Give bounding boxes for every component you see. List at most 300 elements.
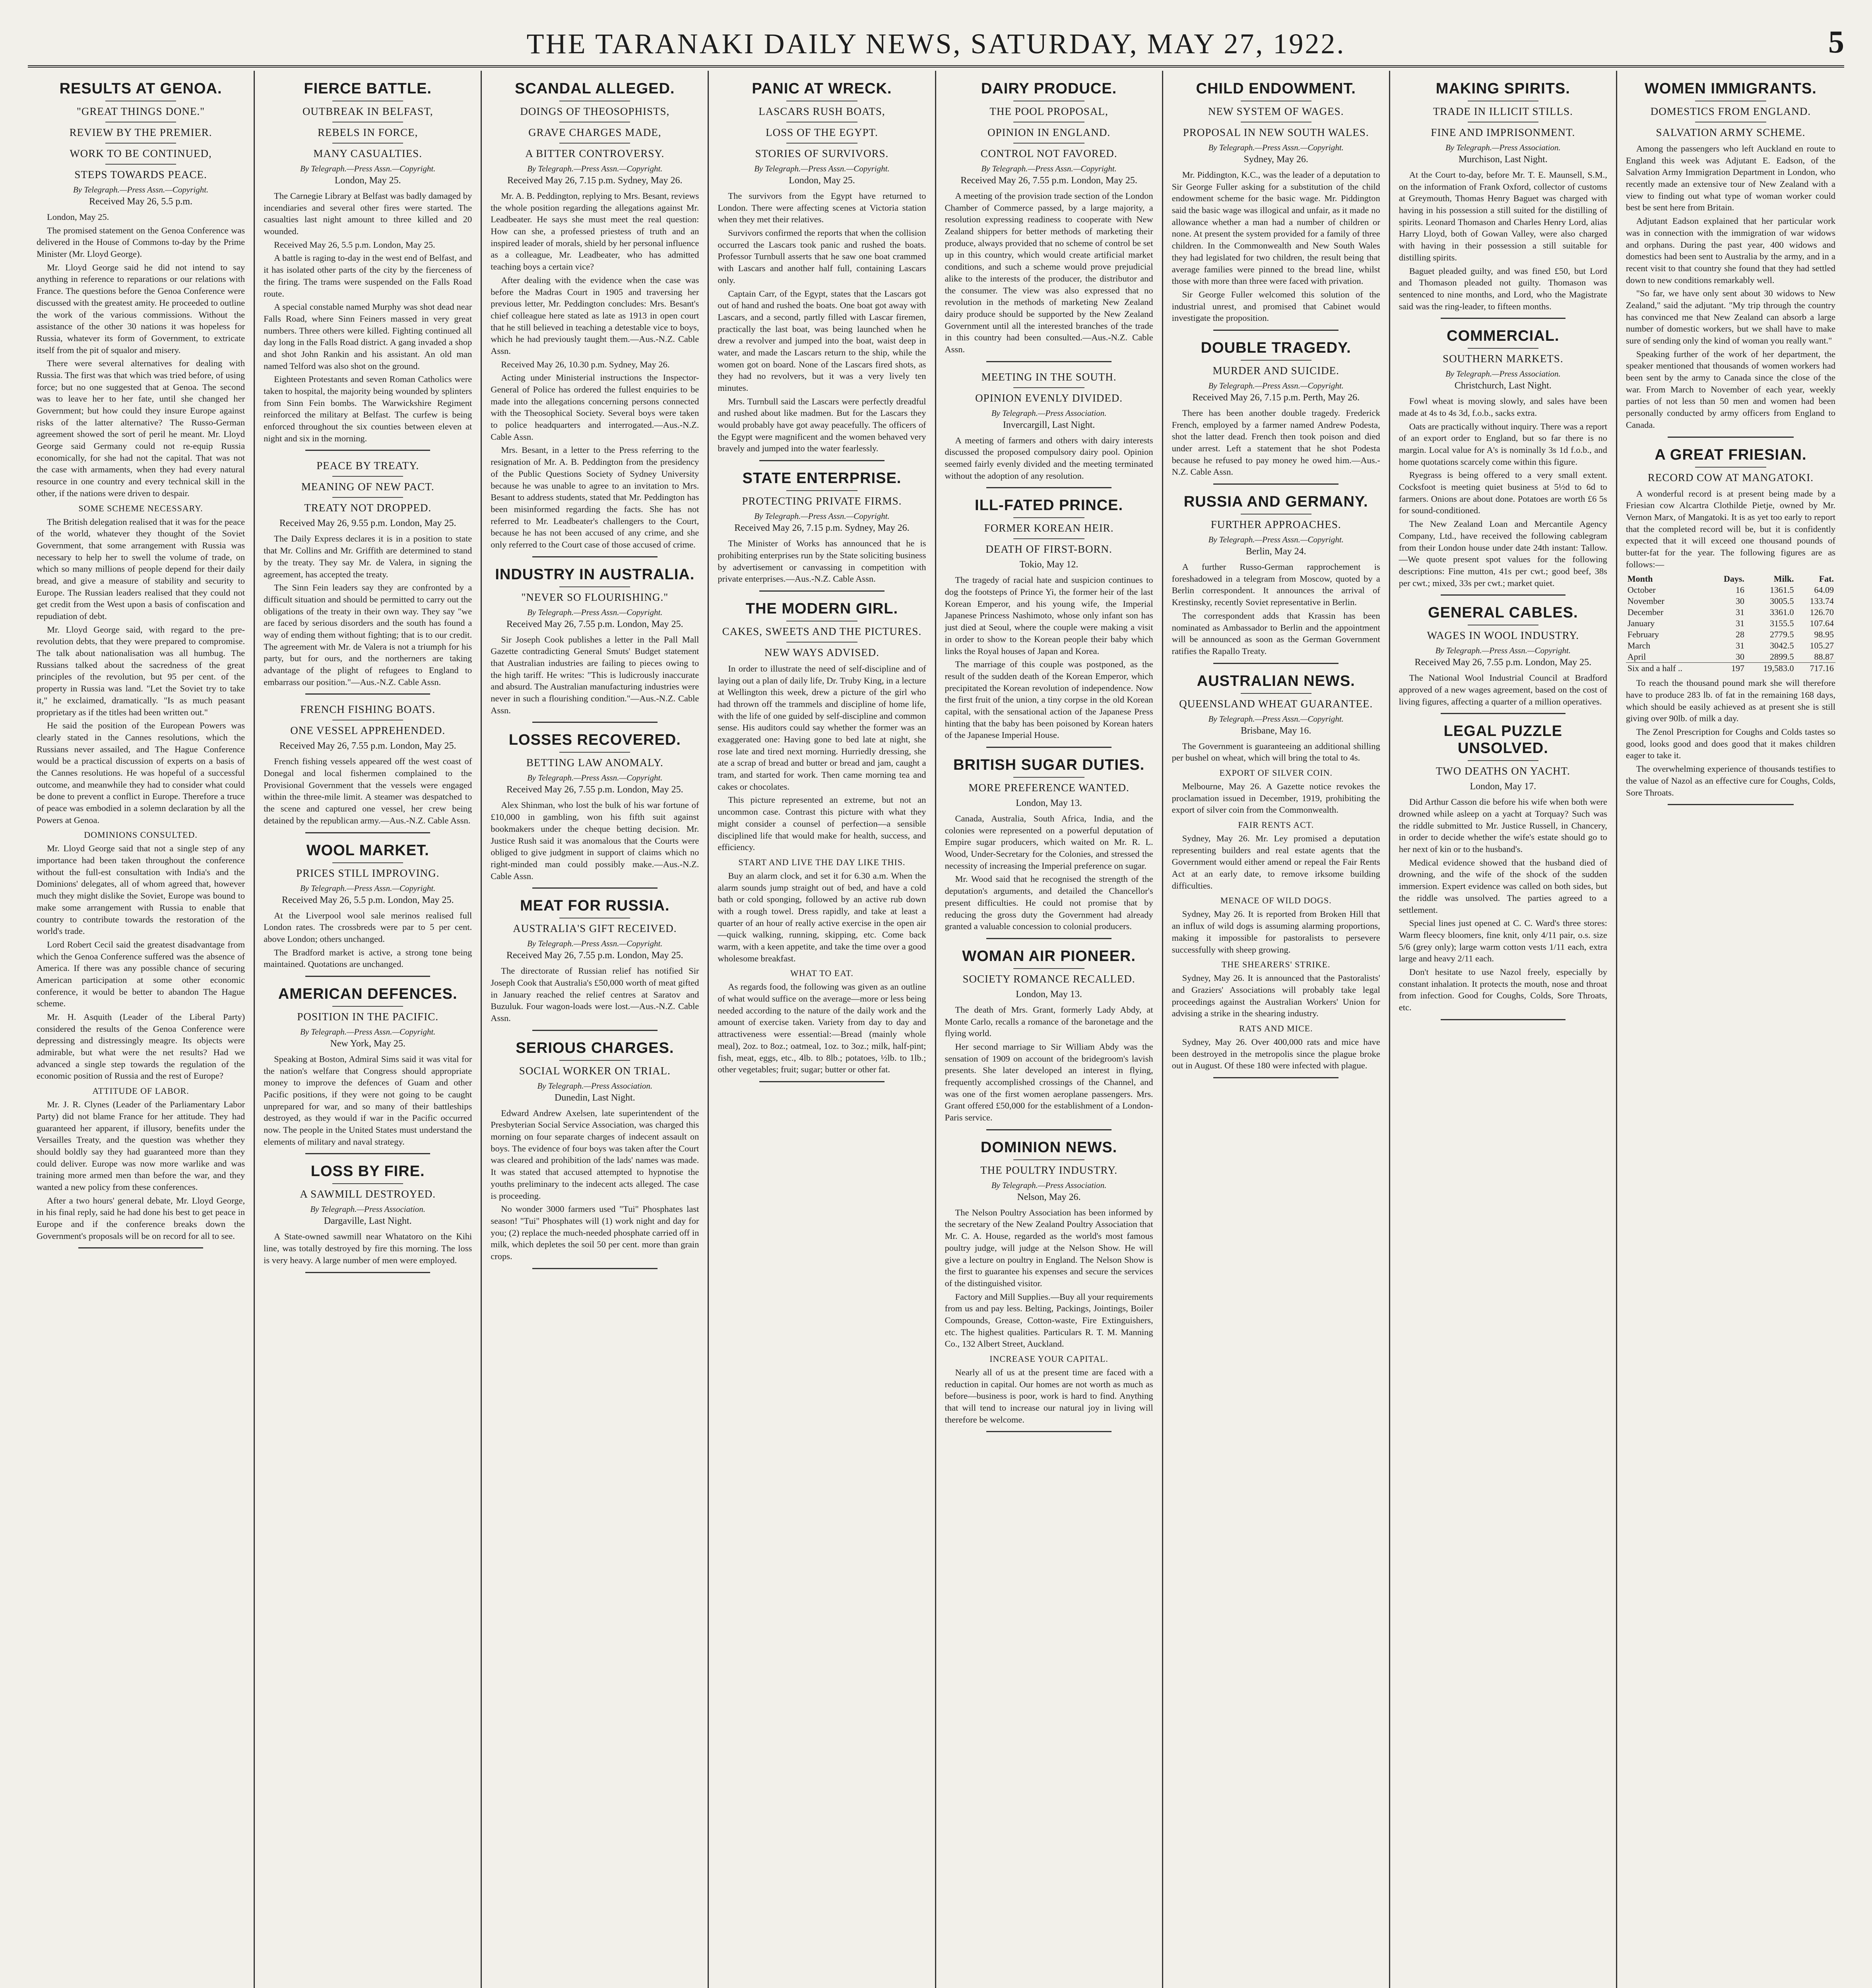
story-paragraph: Special lines just opened at C. C. Ward's three stores: Warm fleecy bloomers, fine knit, only 4/11 pair, o.s. size 5/6 (grey only); large warm cotton vests 1/11 each, extra large and heavy 2/11 each. bbox=[1399, 918, 1607, 964]
story-subheading: A BITTER CONTROVERSY. bbox=[525, 148, 665, 159]
story-end-rule bbox=[532, 1030, 657, 1031]
story-subheading: PROPOSAL IN NEW SOUTH WALES. bbox=[1183, 126, 1369, 138]
story-paragraph: A meeting of the provision trade section of the London Chamber of Commerce passed, by a large majority, a resolution expressing readiness to cooperate with New Zealand shippers for better methods of marketing their produce, always provided that no scheme of control be set up in this country, which would create artificial market conditions, and such a scheme would prove prejudicial alike to the interests of the producer, the distributor and the consumer. The view was also expressed that no revolution in the methods of marketing New Zealand dairy produce should be supported by the New Zealand Government until all the interested branches of the trade in this country had been consulted.—Aus.-N.Z. Cable Assn. bbox=[945, 191, 1153, 354]
story bbox=[945, 371, 1153, 489]
story-end-rule bbox=[1441, 594, 1565, 596]
story-subheading: MEANING OF NEW PACT. bbox=[301, 481, 435, 493]
story-subheading: REVIEW BY THE PREMIER. bbox=[69, 126, 212, 138]
table-row bbox=[1626, 584, 1835, 596]
story bbox=[718, 80, 926, 461]
story-received: Berlin, May 24. bbox=[1245, 546, 1306, 557]
story bbox=[264, 460, 472, 695]
story-end-rule bbox=[1213, 1077, 1338, 1078]
story-subheading: "NEVER SO FLOURISHING." bbox=[521, 591, 669, 603]
headline-rule bbox=[332, 1183, 403, 1184]
story-credit: By Telegraph.—Press Association. bbox=[1445, 369, 1561, 379]
table-cell: Six and a half .. bbox=[1626, 663, 1711, 674]
story-paragraph: Nearly all of us at the present time are faced with a reduction in capital. Our homes are not worth as much as before—business is poor, work is hard to find. Anything that will tend to increase our natural joy in living will therefore be welcome. bbox=[945, 1367, 1153, 1425]
headline-rule bbox=[332, 143, 403, 144]
story-paragraph: The tragedy of racial hate and suspicion continues to dog the footsteps of Prince Yi, the former heir of the last Korean Emperor, and his young wife, the Imperial Japanese Princess Nashimoto, whose only infant son has just died at Seoul, where the couple were making a visit in order to show to the Korean people their baby which links the Royal houses of Japan and Korea. bbox=[945, 575, 1153, 656]
story-paragraph: Speaking at Boston, Admiral Sims said it was vital for the nation's welfare that Congress should appropriate money to improve the defences of Guam and other Pacific positions, if they were not going to be caught unprepared for war, and so many of their battleships destroyed, as they would if war in the Pacific occurred now. The people in the United States must understand the elements of military and naval strategy. bbox=[264, 1054, 472, 1147]
story-credit: By Telegraph.—Press Assn.—Copyright. bbox=[300, 1027, 436, 1037]
column-2 bbox=[255, 71, 482, 1988]
story bbox=[491, 1040, 699, 1269]
story-paragraph: Eighteen Protestants and seven Roman Catholics were taken to hospital, the majority being wounded by splinters from Sinn Fein bombs. The Warwickshire Regiment reinforced the military at Belfast. The curfew is being enforced throughout the six counties between eleven at night and six in the morning. bbox=[264, 374, 472, 443]
headline-rule bbox=[1695, 467, 1766, 468]
story-received: Received May 26, 7.15 p.m. Sydney, May 26. bbox=[507, 175, 683, 186]
story-credit: By Telegraph.—Press Assn.—Copyright. bbox=[300, 164, 436, 173]
story-received: London, May 17. bbox=[1470, 781, 1536, 792]
story-paragraph: Received May 26, 10.30 p.m. Sydney, May 26. bbox=[501, 359, 670, 369]
story-paragraph: Edward Andrew Axelsen, late superintendent of the Presbyterian Social Service Association, was charged this morning on four separate charges of indecent assault on boys. The evidence of four boys was taken after the Court was cleared and prohibition of the lads' names was made. It was stated that accused attempted to hypnotise the youths preliminary to the indecent acts alleged. The case is proceeding. bbox=[491, 1108, 699, 1201]
table-header-row bbox=[1626, 573, 1835, 584]
story-paragraph: Mr. A. B. Peddington, replying to Mrs. Besant, reviews the whole position regarding the allegations against Mr. Leadbeater. He says she must meet the real question: How can she, a professed priestess of truth and an inspired leader of morals, shield by her personal influence as a colleague, Mr. Leadbeater, who has admitted teaching boys a certain vice? bbox=[491, 191, 699, 272]
table-cell: October bbox=[1627, 585, 1656, 595]
story-headline: STATE ENTERPRISE. bbox=[742, 470, 902, 487]
headline-rule bbox=[1013, 777, 1084, 778]
story-paragraph: Survivors confirmed the reports that when the collision occurred the Lascars took panic and rushed the boats. Professor Turnbull asserts that he saw one boat crammed with Lascars and another half full, containing Lascars only. bbox=[718, 228, 926, 285]
story-paragraph: The Bradford market is active, a strong tone being maintained. Quotations are unchanged. bbox=[264, 947, 472, 969]
story-credit: By Telegraph.—Press Assn.—Copyright. bbox=[754, 164, 890, 173]
story-credit: By Telegraph.—Press Assn.—Copyright. bbox=[527, 939, 663, 949]
story-credit: By Telegraph.—Press Assn.—Copyright. bbox=[981, 164, 1117, 173]
headline-rule bbox=[332, 497, 403, 498]
story-paragraph: This picture represented an extreme, but not an uncommon case. Contrast this picture with what they might consider a counsel of perfection—a sensible disciplined life that would make for health, success, and efficiency. bbox=[718, 795, 926, 852]
story bbox=[491, 80, 699, 557]
story-paragraph: At the Liverpool wool sale merinos realised full London rates. The crossbreds were par to 5 per cent. above London; others unchanged. bbox=[264, 910, 472, 944]
story-credit: By Telegraph.—Press Assn.—Copyright. bbox=[1208, 381, 1344, 390]
story-paragraph: Acting under Ministerial instructions the Inspector-General of Police has ordered the fullest enquiries to be made into the allegations concerning persons connected with the Theosophical Society. Several boys were taken to police headquarters and interrogated.—Aus.-N.Z. Cable Assn. bbox=[491, 373, 699, 442]
headline-rule bbox=[559, 752, 630, 753]
table-cell: 31 bbox=[1735, 618, 1744, 629]
story-subheading: CONTROL NOT FAVORED. bbox=[980, 148, 1117, 159]
story-received: Murchison, Last Night. bbox=[1458, 154, 1548, 165]
table-cell: 31 bbox=[1735, 641, 1744, 651]
story-paragraph: Lord Robert Cecil said the greatest disadvantage from which the Genoa Conference suffered was the absence of America. If there was any possible chance of securing American participation at some other economic conference, it would be better to abandon The Hague scheme. bbox=[37, 939, 245, 1009]
section-heading: RATS AND MICE. bbox=[1239, 1023, 1313, 1033]
table-cell: 30 bbox=[1735, 652, 1744, 662]
story-paragraph: The overwhelming experience of thousands testifies to the value of Nazol as an effective cure for Coughs, Colds, Sore Throats. bbox=[1626, 764, 1835, 798]
story-credit: By Telegraph.—Press Assn.—Copyright. bbox=[527, 773, 663, 783]
story-paragraph: The survivors from the Egypt have returned to London. There were affecting scenes at Victoria station when they met their relatives. bbox=[718, 191, 926, 225]
story-headline: DOMINION NEWS. bbox=[980, 1139, 1117, 1156]
story bbox=[1626, 80, 1835, 438]
story-end-rule bbox=[1213, 663, 1338, 664]
headline-rule bbox=[332, 862, 403, 863]
section-heading: EXPORT OF SILVER COIN. bbox=[1219, 767, 1333, 778]
story-subheading: STEPS TOWARDS PEACE. bbox=[74, 169, 207, 181]
story-end-rule bbox=[1441, 713, 1565, 714]
story-subheading: STORIES OF SURVIVORS. bbox=[755, 148, 889, 159]
headline-rule bbox=[1013, 387, 1084, 388]
story-credit: By Telegraph.—Press Assn.—Copyright. bbox=[527, 164, 663, 173]
story-paragraph: Her second marriage to Sir William Abdy was the sensation of 1909 on account of the bridegroom's lavish presents. She later developed an interest in flying, frequently accomplished crossings of the Channel, and was one of the first women aeroplane passengers. Mrs. Grant offered £50,000 for the establishment of a London-Paris service. bbox=[945, 1041, 1153, 1123]
story-subheading: A SAWMILL DESTROYED. bbox=[300, 1188, 436, 1200]
story-subheading: THE POULTRY INDUSTRY. bbox=[980, 1164, 1117, 1176]
masthead-title: THE TARANAKI DAILY NEWS, SATURDAY, MAY 27, 1922. bbox=[526, 28, 1346, 60]
story-received: Brisbane, May 16. bbox=[1241, 725, 1311, 736]
story-received: Received May 26, 9.55 p.m. London, May 25. bbox=[279, 518, 456, 529]
story-paragraph: Fowl wheat is moving slowly, and sales have been made at 4s to 4s 3d, f.o.b., sacks extra. bbox=[1399, 396, 1607, 418]
story-headline: A GREAT FRIESIAN. bbox=[1655, 446, 1807, 463]
story-end-rule bbox=[986, 361, 1111, 362]
story-paragraph: The Nelson Poultry Association has been informed by the secretary of the New Zealand Poultry Association that Mr. C. A. House, regarded as the world's most famous poultry judge, will judge at the Nelson Show. He will give a lecture on poultry in England. The Nelson Show is the first to guarantee his expenses and secure the services of the distinguished visitor. bbox=[945, 1207, 1153, 1288]
table-cell: 3361.0 bbox=[1770, 607, 1794, 617]
story-headline: LOSS BY FIRE. bbox=[310, 1163, 425, 1180]
table-cell: 126.70 bbox=[1810, 607, 1834, 617]
story-paragraph: The British delegation realised that it was for the peace of the world, whatever they thought of the Soviet Government, that some arrangement with Russia was necessary to help her to swell the volume of trade, on which so many millions of people depend for their daily bread, and give a measure of stability and security to Europe. The Russian leaders realised that they could not get credit from the West upon a basis of confiscation and repudiation of debt. bbox=[37, 516, 245, 621]
story-subheading: GRAVE CHARGES MADE, bbox=[528, 126, 662, 138]
table-row bbox=[1626, 618, 1835, 629]
headline-rule bbox=[786, 490, 857, 491]
table-row bbox=[1626, 607, 1835, 618]
story-paragraph: Sydney, May 26. It is announced that the Pastoralists' and Graziers' Associations will probably take legal proceedings against the Australian Workers' Union for advising a strike in the shearing industry. bbox=[1172, 973, 1380, 1019]
story-headline: CHILD ENDOWMENT. bbox=[1196, 80, 1356, 97]
story-received: London, May 25. bbox=[789, 175, 855, 186]
headline-rule bbox=[1013, 143, 1084, 144]
story bbox=[491, 732, 699, 889]
story-paragraph: Sydney, May 26. It is reported from Broken Hill that an influx of wild dogs is assuming alarming proportions, making it impossible for pastoralists to persevere successfully with sheep growing. bbox=[1172, 909, 1380, 955]
table-header-cell: Month bbox=[1627, 574, 1653, 584]
story-credit: By Telegraph.—Press Association. bbox=[537, 1081, 653, 1091]
story-credit: By Telegraph.—Press Assn.—Copyright. bbox=[300, 883, 436, 893]
story-headline: LOSSES RECOVERED. bbox=[508, 732, 681, 749]
story-end-rule bbox=[305, 976, 430, 977]
story-headline: ILL-FATED PRINCE. bbox=[975, 497, 1123, 514]
table-cell: 3155.5 bbox=[1770, 618, 1794, 629]
story bbox=[945, 757, 1153, 939]
story-paragraph: At the Court to-day, before Mr. T. E. Maunsell, S.M., on the information of Frank Oxford, collector of customs at Greymouth, Thomas Henry Baguet was charged with having in his possession a still suited for the distilling of spirits. Leonard Thomason and Charles Henry Lord, alias Harry Lloyd, both of Gowan Valley, were also charged with having in their possession a still suitable for distilling spirits. bbox=[1399, 170, 1607, 262]
story-received: Dunedin, Last Night. bbox=[554, 1092, 635, 1103]
column-5 bbox=[936, 71, 1163, 1988]
masthead bbox=[28, 24, 1844, 68]
story-end-rule bbox=[1213, 330, 1338, 331]
story-paragraph: Among the passengers who left Auckland en route to England this week was Adjutant E. Eadson, of the Salvation Army Immigration Department in London, who recently made an extensive tour of New Zealand with a view to finding out what type of woman worker could best be sent here from Britain. bbox=[1626, 144, 1835, 213]
story-end-rule bbox=[532, 556, 657, 557]
story-subheading: TRADE IN ILLICIT STILLS. bbox=[1433, 105, 1573, 117]
story-paragraph: To reach the thousand pound mark she will therefore have to produce 283 lb. of fat in the remaining 168 days, which should be easily achieved as at present she is still giving over 90lb. of milk a day. bbox=[1626, 678, 1835, 724]
story bbox=[1172, 340, 1380, 485]
story-paragraph: A wonderful record is at present being made by a Friesian cow Alcartra Clothilde Pietje, owned by Mr. Vernon Marx, of Mangatoki. It is as yet too early to report that the completed record will be, but it is confidently expected that it will exceed one thousand pounds of butter-fat for the year. The following figures are as follows:— bbox=[1626, 488, 1835, 569]
table-cell: 197 bbox=[1711, 663, 1746, 674]
story-paragraph: A further Russo-German rapprochement is foreshadowed in a telegram from Moscow, quoted by a Berlin correspondent. It announces the arrival of Krestinsky, recently Soviet representative in Berlin. bbox=[1172, 562, 1380, 608]
story-paragraph: A meeting of farmers and others with dairy interests discussed the proposed compulsory dairy pool. Opinion seemed fairly evenly divided and the meeting terminated without the adoption of any resolution. bbox=[945, 435, 1153, 481]
story-headline: LEGAL PUZZLE UNSOLVED. bbox=[1443, 723, 1563, 757]
story-paragraph: The National Wool Industrial Council at Bradford approved of a new wages agreement, based on the cost of living figures, affecting a quarter of a million operatives. bbox=[1399, 673, 1607, 707]
story-received: Received May 26, 7.55 p.m. London, May 25. bbox=[1414, 657, 1592, 668]
column-1 bbox=[28, 71, 255, 1988]
story-end-rule bbox=[986, 487, 1111, 488]
story-paragraph: London, May 25. bbox=[47, 212, 109, 222]
story-paragraph: Alex Shinman, who lost the bulk of his war fortune of £10,000 in gambling, won his fifth suit against bookmakers under the cheque betting decision. Mr. Justice Rush said it was anomalous that the Courts were obliged to give judgment in support of claims which no right-minded man could possibly make.—Aus.-N.Z. Cable Assn. bbox=[491, 800, 699, 881]
story-received: Invercargill, Last Night. bbox=[1003, 419, 1095, 430]
table-cell: 1361.5 bbox=[1770, 585, 1794, 595]
headline-rule bbox=[1013, 538, 1084, 539]
headline-rule bbox=[332, 476, 403, 477]
story-paragraph: In order to illustrate the need of self-discipline and of laying out a plan of daily life, Dr. Truby King, in a lecture at Wellington this week, drew a picture of the girl who had thrown off the trammels and discipline of home life, with the life of one guided by self-discipline and common sense. His auditors could say whether the former was an exaggerated one: Having gone to bed late at night, she rose late and tired next morning. Hurriedly dressing, she ate a scrap of bread and butter or bread and jam, caught a tram, and started for work. Then came morning tea and cakes or chocolates. bbox=[718, 663, 926, 792]
story-paragraph: Mrs. Besant, in a letter to the Press referring to the resignation of Mr. A. B. Peddington from the presidency of the Public Questions Society of Sydney University because he was unable to agree to an invitation to Mrs. Besant to address students, stated that Mr. Peddington has been misinformed regarding the facts. She has not referred to Mr. Leadbeater's challengers to the Court, because he has not been accused of any crime, and she only referred to the Court case of those accused of crime. bbox=[491, 445, 699, 549]
story bbox=[37, 80, 245, 1248]
column-7 bbox=[1390, 71, 1617, 1988]
story-paragraph: The death of Mrs. Grant, formerly Lady Abdy, at Monte Carlo, recalls a romance of the baronetage and the flying world. bbox=[945, 1004, 1153, 1039]
story-subheading: SOCIAL WORKER ON TRIAL. bbox=[519, 1064, 671, 1077]
story-paragraph: Captain Carr, of the Egypt, states that the Lascars got out of hand and rushed the boats. One boat got away with Lascars, and a second, partly filled with Lascar firemen, practically the last boat, was being launched when he drew a revolver and jumped into the boat, waist deep in water, and made the Lascars return to the ship, while the women got on board. None of the Lascars fired shots, as they had no revolvers, but it was a very lively ten minutes. bbox=[718, 288, 926, 393]
headline-rule bbox=[105, 143, 176, 144]
story-headline: WOOL MARKET. bbox=[306, 842, 429, 859]
section-heading: SOME SCHEME NECESSARY. bbox=[78, 503, 203, 513]
story-end-rule bbox=[1668, 437, 1793, 438]
story-paragraph: Adjutant Eadson explained that her particular work was in connection with the immigration of war widows and orphans. During the past year, 400 widows and domestics had been sent to Australia by the army, and in a recent visit to that country she found that they had settled down to new conditions remarkably well. bbox=[1626, 216, 1835, 285]
story-end-rule bbox=[78, 1247, 203, 1248]
story-paragraph: A State-owned sawmill near Whatatoro on the Kihi line, was totally destroyed by fire this morning. The loss is very heavy. A large number of men were employed. bbox=[264, 1231, 472, 1265]
story-credit: By Telegraph.—Press Association. bbox=[310, 1204, 426, 1214]
table-cell: 16 bbox=[1735, 585, 1744, 595]
story-paragraph: The marriage of this couple was postponed, as the result of the sudden death of the Korean Emperor, which precipitated the Korean revolution of independence. Now the first fruit of the union, a tiny corpse in the old Korean capital, with the sensational action of the Japanese Press hinting that the baby has been poisoned by Korean haters of the Japanese Imperial House. bbox=[945, 659, 1153, 740]
story-headline: FIERCE BATTLE. bbox=[304, 80, 432, 97]
story-headline: SERIOUS CHARGES. bbox=[516, 1039, 674, 1056]
story-paragraph: Ryegrass is being offered to a very small extent. Cocksfoot is meeting quiet business at 5½d to 6d to farmers. Onions are about done. Potatoes are worth £6 5s for sound-conditioned. bbox=[1399, 470, 1607, 516]
story-subheading: FURTHER APPROACHES. bbox=[1210, 518, 1341, 531]
story-subheading: WAGES IN WOOL INDUSTRY. bbox=[1427, 629, 1579, 642]
story bbox=[1172, 493, 1380, 664]
story-paragraph: After a two hours' general debate, Mr. Lloyd George, in his final reply, said he had done his best to get peace in Europe and if the conference breaks down the Government's proposals will be on record for all to see. bbox=[37, 1195, 245, 1241]
story-subheading: DOINGS OF THEOSOPHISTS, bbox=[520, 105, 670, 117]
story-received: Received May 26, 7.15 p.m. Perth, May 26. bbox=[1192, 392, 1360, 403]
story-paragraph: Medical evidence showed that the husband died of drowning, and the wife of the shock of the sudden immersion. Expert evidence was called on both sides, but the riddle was unsolved. The parties agreed to a settlement. bbox=[1399, 857, 1607, 915]
story-subheading: "GREAT THINGS DONE." bbox=[76, 105, 205, 117]
story-paragraph: Received May 26, 5.5 p.m. London, May 25. bbox=[274, 239, 435, 250]
story-subheading: NEW SYSTEM OF WAGES. bbox=[1208, 105, 1344, 117]
story-subheading: LOSS OF THE EGYPT. bbox=[766, 126, 878, 138]
story-subheading: OUTBREAK IN BELFAST, bbox=[302, 105, 433, 117]
headline-rule bbox=[559, 586, 630, 587]
story-received: Received May 26, 7.55 p.m. London, May 25. bbox=[506, 950, 683, 961]
story-received: Received May 26, 7.55 p.m. London, May 25. bbox=[960, 175, 1137, 186]
section-heading: INCREASE YOUR CAPITAL. bbox=[989, 1354, 1108, 1364]
story-received: Received May 26, 7.55 p.m. London, May 25. bbox=[506, 784, 683, 795]
story-credit: By Telegraph.—Press Assn.—Copyright. bbox=[1208, 714, 1344, 724]
story-paragraph: French fishing vessels appeared off the west coast of Donegal and local fishermen complained to the Provisional Government that the vessels were engaged within the three-mile limit. A steamer was despatched to the scene and captured one vessel, her crew being detained by the republican army.—Aus.-N.Z. Cable Assn. bbox=[264, 756, 472, 825]
story-paragraph: He said the position of the European Powers was clearly stated in the Cannes resolutions, which the Russians never assailed, and The Hague Conference would be a practical discussion of experts on a basis of the Cannes resolutions. He was hopeful of a successful outcome, and meanwhile they had to consider what could be done to prevent a conflict in Europe. Therefore a truce of peace was embodied in a solemn declaration by all the Powers at Genoa. bbox=[37, 720, 245, 825]
story-credit: By Telegraph.—Press Assn.—Copyright. bbox=[1208, 143, 1344, 152]
story-subheading: TWO DEATHS ON YACHT. bbox=[1436, 765, 1570, 777]
story-subheading: TREATY NOT DROPPED. bbox=[304, 502, 432, 514]
story-paragraph: As regards food, the following was given as an outline of what would suffice on the average—more or less being needed according to the nature of the daily work and the amount of exercise taken. Variety from day to day and attractiveness were essential:—Bread (mainly whole meal), 2oz. to 8oz.; oatmeal, 1oz. to 3oz.; milk, half-pint; fish, meat, eggs, etc., 4lb. to 8lb.; potatoes, ½lb. to 1lb.; other vegetables; fruit; sugar; butter or other fat. bbox=[718, 982, 926, 1075]
story-headline: WOMAN AIR PIONEER. bbox=[962, 947, 1136, 965]
story-received: Christchurch, Last Night. bbox=[1454, 381, 1552, 391]
story-subheading: MURDER AND SUICIDE. bbox=[1212, 364, 1339, 377]
story-credit: By Telegraph.—Press Assn.—Copyright. bbox=[527, 607, 663, 617]
headline-rule bbox=[1468, 760, 1538, 761]
headline-rule bbox=[105, 164, 176, 165]
story-received: Sydney, May 26. bbox=[1243, 154, 1308, 165]
story bbox=[718, 470, 926, 592]
story-subheading: LASCARS RUSH BOATS, bbox=[758, 105, 885, 117]
table-cell: 31 bbox=[1735, 607, 1744, 617]
table-cell: 28 bbox=[1735, 629, 1744, 640]
story-headline: BRITISH SUGAR DUTIES. bbox=[953, 757, 1145, 773]
story-paragraph: Baguet pleaded guilty, and was fined £50, but Lord and Thomason pleaded not guilty. Thomason was sentenced to nine months, and Lord, who the Magistrate said was the ring-leader, to fifteen months. bbox=[1399, 266, 1607, 311]
story-end-rule bbox=[532, 722, 657, 723]
story-subheading: PROTECTING PRIVATE FIRMS. bbox=[742, 495, 902, 507]
story-headline: GENERAL CABLES. bbox=[1428, 604, 1578, 621]
story-paragraph: Sydney, May 26. Over 400,000 rats and mice have been destroyed in the metropolis since the plague broke out in August. Of these 180 were infected with plague. bbox=[1172, 1037, 1380, 1071]
story-headline: WOMEN IMMIGRANTS. bbox=[1645, 80, 1817, 97]
story-received: New York, May 25. bbox=[330, 1038, 405, 1049]
story-subheading: PRICES STILL IMPROVING. bbox=[296, 867, 440, 879]
headline-rule bbox=[559, 143, 630, 144]
headline-rule bbox=[1013, 517, 1084, 518]
story-end-rule bbox=[1441, 318, 1565, 319]
story-end-rule bbox=[305, 1272, 430, 1273]
story-paragraph: The correspondent adds that Krassin has been nominated as Ambassador to Berlin and the appointment will be announced as soon as the German Government ratifies the Rapallo Treaty. bbox=[1172, 610, 1380, 656]
headline-rule bbox=[1241, 360, 1311, 361]
table-row bbox=[1626, 596, 1835, 607]
story-paragraph: The Minister of Works has announced that he is prohibiting enterprises run by the State soliciting business by advertisement or canvassing in competition with private enterprises.—Aus.-N.Z. Cable Assn. bbox=[718, 538, 926, 584]
table-cell: 98.95 bbox=[1814, 629, 1834, 640]
story-subheading: MANY CASUALTIES. bbox=[313, 148, 422, 159]
story-subheading: MORE PREFERENCE WANTED. bbox=[968, 782, 1129, 794]
story-subheading: BETTING LAW ANOMALY. bbox=[526, 757, 663, 769]
story-credit: By Telegraph.—Press Association. bbox=[1445, 143, 1561, 152]
table-row bbox=[1626, 640, 1835, 651]
story-end-rule bbox=[986, 747, 1111, 748]
story-subheading: SOCIETY ROMANCE RECALLED. bbox=[962, 973, 1135, 985]
story-end-rule bbox=[305, 693, 430, 695]
story-subheading: ONE VESSEL APPREHENDED. bbox=[290, 724, 446, 737]
table-cell: 717.16 bbox=[1796, 663, 1835, 674]
headline-rule bbox=[559, 1060, 630, 1061]
story-paragraph: Mr. Lloyd George said he did not intend to say anything in reference to reparations or our relations with France. The questions before the Genoa Conference were discussed with the greatest amity. He proceeded to outline the work of the various commissions. Without the assistance of the other 30 nations it was hopeless for Russia, whatever its form of Government, to extricate itself from the pit of squalor and misery. bbox=[37, 262, 245, 355]
table-cell: February bbox=[1627, 629, 1659, 640]
story bbox=[264, 986, 472, 1155]
story bbox=[1399, 723, 1607, 1020]
table-cell: 105.27 bbox=[1810, 641, 1834, 651]
story-headline: THE MODERN GIRL. bbox=[745, 600, 898, 617]
page-number: 5 bbox=[1828, 25, 1844, 60]
table-total-row bbox=[1626, 663, 1835, 674]
story bbox=[718, 600, 926, 1082]
table-cell: 64.09 bbox=[1814, 585, 1834, 595]
story-subheading: SALVATION ARMY SCHEME. bbox=[1656, 126, 1806, 138]
section-heading: DOMINIONS CONSULTED. bbox=[84, 830, 198, 840]
story-credit: By Telegraph.—Press Assn.—Copyright. bbox=[73, 185, 209, 194]
story-paragraph: Factory and Mill Supplies.—Buy all your requirements from us and pay less. Belting, Packings, Jointings, Boiler Compounds, Grease, Cotton-waste, Fire Extinguishers, etc. The highest qualities. Particulars R. T. M. Manning Co., 132 Albert Street, Auckland. bbox=[945, 1291, 1153, 1349]
story-end-rule bbox=[759, 460, 884, 461]
table-header-cell: Milk. bbox=[1773, 574, 1794, 584]
headline-rule bbox=[1241, 693, 1311, 694]
story-received: Received May 26, 7.55 p.m. London, May 25. bbox=[279, 741, 456, 751]
story bbox=[264, 1163, 472, 1273]
story-received: Tokio, May 12. bbox=[1019, 559, 1079, 570]
story bbox=[1172, 673, 1380, 1078]
story-headline: AUSTRALIAN NEWS. bbox=[1197, 672, 1355, 689]
section-heading: MENACE OF WILD DOGS. bbox=[1220, 895, 1332, 906]
story-paragraph: Sir Joseph Cook publishes a letter in the Pall Mall Gazette contradicting General Smuts' Budget statement that Australian industries are failing to pieces owing to the high tariff. He writes: "This is ludicrously inaccurate and absurd. The Australian manufacturing industries were never in such a flourishing condition."—Aus.-N.Z. Cable Assn. bbox=[491, 634, 699, 715]
section-heading: FAIR RENTS ACT. bbox=[1238, 820, 1314, 830]
table-cell: 133.74 bbox=[1810, 596, 1834, 606]
headline-rule bbox=[1013, 1159, 1084, 1160]
story-paragraph: Melbourne, May 26. A Gazette notice revokes the proclamation issued in December, 1919, prohibiting the export of silver coin from the Commonwealth. bbox=[1172, 781, 1380, 815]
story-subheading: QUEENSLAND WHEAT GUARANTEE. bbox=[1179, 697, 1373, 710]
table-cell: 30 bbox=[1735, 596, 1744, 606]
story-end-rule bbox=[305, 832, 430, 833]
story-subheading: POSITION IN THE PACIFIC. bbox=[297, 1010, 438, 1023]
story-paragraph: Did Arthur Casson die before his wife when both were drowned while asleep on a yacht at Torquay? Such was the riddle submitted to Mr. Justice Russell, in Chancery, in order to decide whether the wife's estate should go to her next of kin or to the husband's. bbox=[1399, 797, 1607, 854]
table-cell: 3005.5 bbox=[1770, 596, 1794, 606]
story-paragraph: Mr. H. Asquith (Leader of the Liberal Party) considered the results of the Genoa Conference were depressing and distressingly meagre. Its objects were admirable, but what were the net results? Had we advanced a single step towards the regulation of the economic position of Russia and the rest of Europe? bbox=[37, 1012, 245, 1081]
headline-rule bbox=[1013, 968, 1084, 969]
story-paragraph: The Zenol Prescription for Coughs and Colds tastes so good, looks good and does good that it makes children eager to take it. bbox=[1626, 727, 1835, 761]
story-paragraph: No wonder 3000 farmers used "Tui" Phosphates last season! "Tui" Phosphates will (1) work night and day for you; (2) replace the much-needed phosphate carried off in milk, which depletes the soil 50 per cent. more than grain crops. bbox=[491, 1204, 699, 1261]
story-subheading: DEATH OF FIRST-BORN. bbox=[985, 543, 1112, 555]
story-subheading: SOUTHERN MARKETS. bbox=[1443, 353, 1564, 365]
story-credit: By Telegraph.—Press Association. bbox=[991, 1180, 1107, 1190]
story-headline: RUSSIA AND GERMANY. bbox=[1183, 493, 1368, 511]
story-subheading: FORMER KOREAN HEIR. bbox=[984, 522, 1114, 534]
story-end-rule bbox=[1441, 1019, 1565, 1020]
story-headline: INDUSTRY IN AUSTRALIA. bbox=[495, 566, 695, 583]
story-subheading: FRENCH FISHING BOATS. bbox=[300, 703, 436, 716]
production-table bbox=[1626, 573, 1835, 674]
story-end-rule bbox=[1668, 804, 1793, 805]
table-cell: 19,583.0 bbox=[1746, 663, 1796, 674]
story-headline: AMERICAN DEFENCES. bbox=[278, 985, 458, 1002]
story-paragraph: Mr. Lloyd George said, with regard to the pre-revolution debts, that they were prepared to compromise. The talk about nationalisation was all humbug. The Russians talked about the sacredness of the great principles of the revolution, but 95 per cent. of the property in Russia was land. "Let the Soviet try to take it," he exclaimed, dramatically. "Is as much peasant proprietary as if the titles had been written out." bbox=[37, 624, 245, 717]
story-paragraph: Don't hesitate to use Nazol freely, especially by constant inhalation. It protects the mouth, nose and throat from infection. Good for Coughs, Colds, Sore Throats, etc. bbox=[1399, 967, 1607, 1012]
column-3 bbox=[482, 71, 709, 1988]
story-end-rule bbox=[532, 887, 657, 889]
news-columns bbox=[28, 71, 1844, 1988]
table-cell: 2779.5 bbox=[1770, 629, 1794, 640]
story bbox=[491, 566, 699, 723]
story-end-rule bbox=[986, 1129, 1111, 1130]
story-paragraph: A battle is raging to-day in the west end of Belfast, and it has isolated other parts of the city by the fierceness of the firing. The trams were suspended on the Falls Road route. bbox=[264, 253, 472, 299]
story-received: London, May 13. bbox=[1016, 798, 1082, 808]
story-paragraph: Mr. J. R. Clynes (Leader of the Parliamentary Labor Party) did not blame France for her attitude. They had guaranteed her apparent, if illusory, benefits under the Versailles Treaty, and the question was whether they should boldly say they had guaranteed more than they could deliver. Europe was now more warlike and was training more armed men than before the war, and they wanted a new policy from these conferences. bbox=[37, 1099, 245, 1192]
story-subheading: NEW WAYS ADVISED. bbox=[764, 646, 879, 658]
story-end-rule bbox=[305, 1153, 430, 1154]
story bbox=[1172, 80, 1380, 331]
story-end-rule bbox=[759, 590, 884, 592]
story bbox=[491, 897, 699, 1031]
story-subheading: CAKES, SWEETS AND THE PICTURES. bbox=[722, 625, 922, 637]
story-headline: PANIC AT WRECK. bbox=[752, 80, 892, 97]
story bbox=[945, 948, 1153, 1130]
table-row bbox=[1626, 629, 1835, 640]
story-end-rule bbox=[305, 450, 430, 451]
table-cell: April bbox=[1627, 652, 1646, 662]
story-subheading: RECORD COW AT MANGATOKI. bbox=[1647, 471, 1814, 483]
story-subheading: WORK TO BE CONTINUED, bbox=[70, 148, 212, 159]
story-paragraph: There has been another double tragedy. Frederick French, employed by a farmer named Andrew Podesta, shot the latter dead. French then took poison and died under arrest. Left a statement that he shot Podesta because he refused to pay money he owed him.—Aus.-N.Z. Cable Assn. bbox=[1172, 408, 1380, 477]
story-received: Received May 26, 7.15 p.m. Sydney, May 26. bbox=[734, 523, 910, 534]
story-paragraph: The New Zealand Loan and Mercantile Agency Company, Ltd., have received the following cablegram from their London house under date 24th instant: Tallow.—We quote present spot values for the following descriptions: Fine mutton, 41s per cwt.; good beef, 38s per cwt.; mixed, 33s per cwt.; market quiet. bbox=[1399, 519, 1607, 588]
table-cell: 88.87 bbox=[1814, 652, 1834, 662]
story-subheading: OPINION IN ENGLAND. bbox=[987, 126, 1111, 138]
story-subheading: REBELS IN FORCE, bbox=[318, 126, 418, 138]
story-paragraph: "So far, we have only sent about 30 widows to New Zealand," said the adjutant. "My trip through the country has convinced me that New Zealand can absorb a large number of domestic workers, but we shall have to make sure of sending only the kind of woman you really want." bbox=[1626, 288, 1835, 346]
story bbox=[1626, 447, 1835, 806]
table-header-cell: Days. bbox=[1723, 574, 1744, 584]
story-subheading: OPINION EVENLY DIVIDED. bbox=[975, 392, 1123, 404]
section-heading: WHAT TO EAT. bbox=[790, 968, 854, 978]
story-paragraph: Oats are practically without inquiry. There was a report of an export order to England, but so far there is no margin. Local value for A's is nominally 3s 1d f.o.b., and home quotations scarcely come within this figure. bbox=[1399, 421, 1607, 467]
table-row bbox=[1626, 651, 1835, 663]
story-paragraph: Buy an alarm clock, and set it for 6.30 a.m. When the alarm sounds jump straight out of bed, and have a cold bath or cold sponging, followed by an active rub down with a rough towel. Dress rapidly, and take at least a quarter of an hour of really active exercise in the open air—quick walking, running, skipping, etc. Come back warm, with a keen appetite, and take the time over a good wholesome breakfast. bbox=[718, 870, 926, 963]
table-cell: 107.64 bbox=[1810, 618, 1834, 629]
story-paragraph: The promised statement on the Genoa Conference was delivered in the House of Commons to-day by the Prime Minister (Mr. Lloyd George). bbox=[37, 225, 245, 259]
